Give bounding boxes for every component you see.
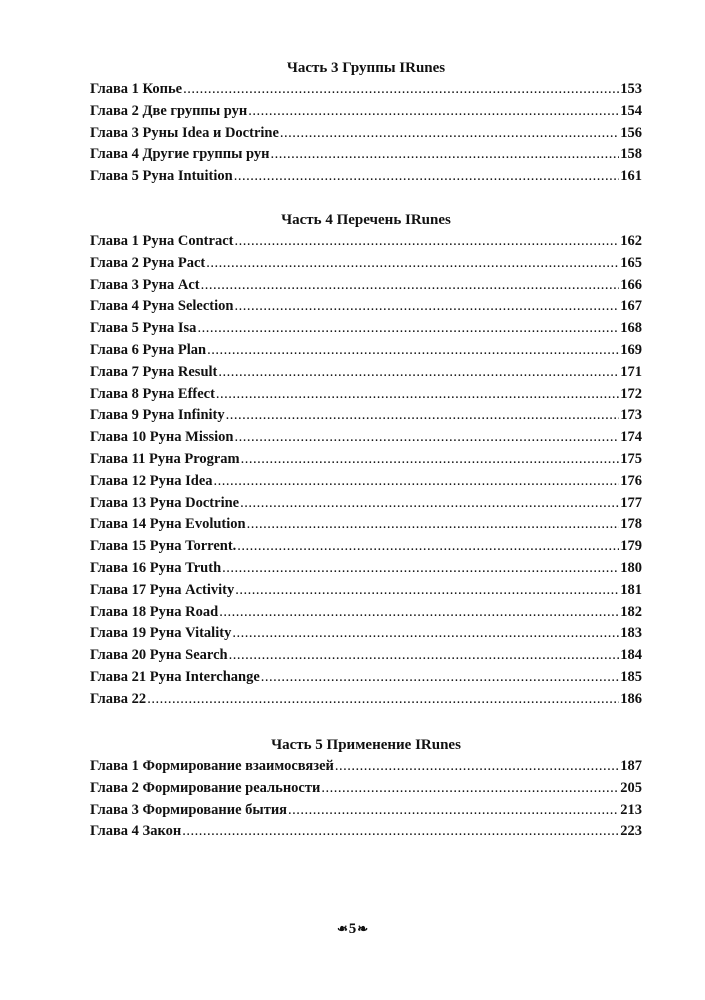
- toc-entry-title: Глава 21 Руна Interchange: [90, 668, 260, 685]
- toc-entry-page: 187: [620, 758, 642, 774]
- toc-leader-dots: [229, 645, 620, 667]
- toc-part-3: [90, 57, 642, 188]
- toc-entry: [90, 471, 642, 493]
- toc-entry: [90, 800, 642, 822]
- toc-entry-title: Глава 15 Руна Torrent.: [90, 538, 237, 555]
- toc-entry-page: 186: [620, 690, 642, 707]
- part-title: Часть 3 Группы IRunes: [286, 60, 446, 76]
- toc-entry-page: 182: [620, 603, 642, 620]
- toc-leader-dots: [214, 471, 620, 493]
- toc-entry-page: 179: [620, 538, 642, 555]
- toc-entry-title: Глава 17 Руна Activity: [90, 581, 235, 598]
- toc-entry-title: Глава 4 Другие группы рун: [90, 146, 270, 163]
- toc-leader-dots: [248, 101, 619, 123]
- toc-entry-title: Глава 12 Руна Idea: [90, 472, 213, 489]
- toc-leader-dots: [234, 296, 619, 318]
- part-title: Часть 4 Перечень IRunes: [281, 212, 451, 228]
- toc-leader-dots: [235, 427, 620, 449]
- toc-entry-title: Глава 13 Руна Doctrine: [90, 494, 240, 511]
- toc-entry: [90, 79, 642, 101]
- toc-leader-dots: [280, 123, 619, 145]
- toc-entry-title: Глава 3 Формирование бытия: [90, 801, 288, 818]
- toc-entry-title: Глава 8 Руна Effect: [90, 385, 215, 402]
- toc-entry: [90, 166, 642, 188]
- toc-leader-dots: [201, 275, 620, 297]
- toc-leader-dots: [235, 580, 619, 602]
- toc-entry: [90, 427, 642, 449]
- toc-leader-dots: [216, 384, 619, 406]
- toc-entry-page: 181: [620, 581, 642, 598]
- toc-entry-title: Глава 4 Закон: [90, 823, 182, 840]
- ornament-right-icon: ❧: [357, 920, 369, 936]
- toc-list: [90, 79, 642, 188]
- toc-entry-page: 154: [620, 102, 642, 119]
- toc-entry-page: 156: [620, 124, 642, 141]
- toc-entry-title: Глава 18 Руна Road: [90, 603, 219, 620]
- toc-entry-title: Глава 3 Руна Act: [90, 276, 200, 293]
- toc-leader-dots: [218, 362, 619, 384]
- toc-leader-dots: [288, 800, 619, 822]
- toc-entry-title: Глава 11 Руна Program: [90, 450, 240, 467]
- toc-entry: [90, 821, 642, 843]
- toc-entry-page: 184: [620, 647, 642, 664]
- toc-leader-dots: [182, 821, 619, 843]
- toc-leader-dots: [241, 449, 620, 471]
- toc-entry-page: 205: [620, 779, 642, 796]
- toc-entry: [90, 514, 642, 536]
- toc-entry-page: 169: [620, 341, 642, 358]
- toc-leader-dots: [271, 144, 620, 166]
- toc-leader-dots: [207, 340, 619, 362]
- toc-entry: [90, 362, 642, 384]
- toc-entry: [90, 536, 642, 558]
- ornament-left-icon: ❧: [336, 920, 348, 936]
- toc-leader-dots: [226, 405, 620, 427]
- toc-entry: [90, 318, 642, 340]
- toc-entry-page: 223: [620, 823, 642, 840]
- toc-entry-title: Глава 2 Формирование реальности: [90, 779, 321, 796]
- toc-entry-page: 175: [620, 450, 642, 467]
- toc-entry: [90, 778, 642, 800]
- toc-leader-dots: [183, 79, 619, 101]
- toc-entry: [90, 123, 642, 145]
- toc-entry-title: Глава 7 Руна Result: [90, 363, 218, 380]
- toc-entry-title: Глава 22: [90, 690, 147, 707]
- toc-leader-dots: [247, 514, 620, 536]
- toc-leader-dots: [261, 667, 619, 689]
- toc-entry-title: Глава 5 Руна Intuition: [90, 168, 233, 185]
- toc-entry-title: Глава 16 Руна Truth: [90, 559, 222, 576]
- toc-entry-page: 161: [620, 168, 642, 185]
- toc-entry-page: 183: [620, 625, 642, 642]
- page-number: 5: [348, 920, 357, 937]
- toc-entry-title: Глава 1 Копье: [90, 81, 183, 97]
- toc-entry: [90, 689, 642, 711]
- toc-list: [90, 231, 642, 711]
- toc-entry-page: 180: [620, 559, 642, 576]
- toc-entry-page: 166: [620, 276, 642, 293]
- page-footer: [0, 918, 705, 939]
- toc-entry-title: Глава 14 Руна Evolution: [90, 516, 246, 533]
- toc-list: [90, 756, 642, 843]
- toc-entry-page: 162: [620, 233, 642, 249]
- toc-entry: [90, 144, 642, 166]
- toc-part-5: [90, 734, 642, 843]
- toc-entry: [90, 493, 642, 515]
- toc-entry-page: 153: [620, 81, 642, 97]
- toc-leader-dots: [206, 253, 619, 275]
- toc-entry-title: Глава 2 Руна Pact: [90, 254, 206, 271]
- toc-entry: [90, 275, 642, 297]
- toc-entry-title: Глава 19 Руна Vitality: [90, 625, 232, 642]
- toc-entry-title: Глава 6 Руна Plan: [90, 341, 207, 358]
- toc-entry-page: 165: [620, 254, 642, 271]
- toc-entry-page: 168: [620, 320, 642, 337]
- toc-entry: [90, 384, 642, 406]
- toc-entry-page: 178: [620, 516, 642, 533]
- toc-leader-dots: [234, 166, 620, 188]
- toc-entry-page: 172: [620, 385, 642, 402]
- toc-leader-dots: [240, 493, 619, 515]
- toc-entry: [90, 296, 642, 318]
- toc-entry: [90, 340, 642, 362]
- toc-entry: [90, 253, 642, 275]
- toc-entry-page: 213: [620, 801, 642, 818]
- toc-entry-title: Глава 20 Руна Search: [90, 647, 228, 664]
- toc-entry-title: Глава 1 Формирование взаимосвязей: [90, 758, 334, 774]
- toc-entry-page: 173: [620, 407, 642, 424]
- toc-leader-dots: [147, 689, 619, 711]
- toc-entry-page: 167: [620, 298, 642, 315]
- toc-entry: [90, 558, 642, 580]
- toc-part-4: [90, 209, 642, 711]
- toc-leader-dots: [232, 623, 619, 645]
- toc-entry-title: Глава 2 Две группы рун: [90, 102, 248, 119]
- toc-leader-dots: [335, 756, 619, 778]
- toc-entry-title: Глава 10 Руна Mission: [90, 429, 234, 446]
- toc-entry-title: Глава 5 Руна Isa: [90, 320, 197, 337]
- toc-entry-page: 176: [620, 472, 642, 489]
- toc-entry: [90, 667, 642, 689]
- toc-entry: [90, 231, 642, 253]
- toc-entry-page: 158: [620, 146, 642, 163]
- toc-entry-title: Глава 9 Руна Infinity: [90, 407, 225, 424]
- toc-entry: [90, 449, 642, 471]
- toc-leader-dots: [321, 778, 619, 800]
- toc-leader-dots: [234, 231, 619, 253]
- toc-entry: [90, 405, 642, 427]
- toc-entry-title: Глава 4 Руна Selection: [90, 298, 234, 315]
- toc-leader-dots: [197, 318, 619, 340]
- toc-entry: [90, 645, 642, 667]
- toc-entry-title: Глава 3 Руны Idea и Doctrine: [90, 124, 279, 141]
- toc-leader-dots: [222, 558, 619, 580]
- toc-leader-dots: [219, 602, 619, 624]
- toc-entry: [90, 580, 642, 602]
- toc-entry-page: 174: [620, 429, 642, 446]
- toc-entry: [90, 623, 642, 645]
- toc-entry-page: 177: [620, 494, 642, 511]
- toc-entry: [90, 101, 642, 123]
- toc-entry: [90, 602, 642, 624]
- toc-entry-page: 185: [620, 668, 642, 685]
- toc-entry-page: 171: [620, 363, 642, 380]
- toc-leader-dots: [237, 536, 619, 558]
- toc-entry-title: Глава 1 Руна Contract: [90, 233, 234, 249]
- toc-entry: [90, 756, 642, 778]
- part-title: Часть 5 Применение IRunes: [271, 737, 461, 753]
